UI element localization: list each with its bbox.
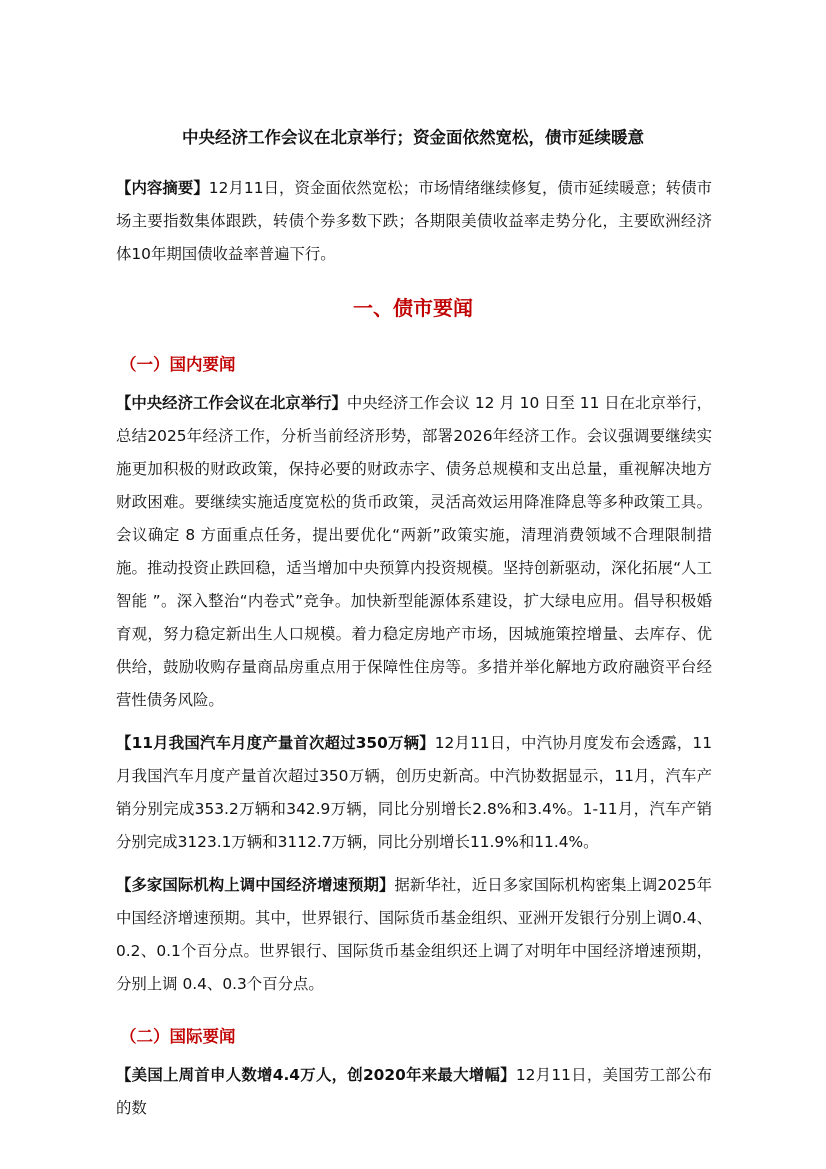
news-item	[116, 387, 712, 717]
news-item-label: 【美国上周首申人数增4.4万人，创2020年来最大增幅】	[116, 1066, 516, 1084]
news-item	[116, 1059, 712, 1125]
summary-label: 【内容摘要】	[116, 179, 209, 197]
news-item-text: 中央经济工作会议 12 月 10 日至 11 日在北京举行，总结2025年经济工作，分析当前经济形势，部署2026年经济工作。会议强调要继续实施更加积极的财政政策，保持必要的财政赤字、债务总规模和支出总量，重视解决地方财政困难。要继续实施适度宽松的货币政策，灵活高效运用降准降息等多种政策工具。会议确定 8 方面重点任务，提出要优化“两新”政策实施，清理消费领域不合理限制措施。推动投资止跌回稳，适当增加中央预算内投资规模。坚持创新驱动，深化拓展“人工智能 ”。深入整治“内卷式”竞争。加快新型能源体系建设，扩大绿电应用。倡导积极婚育观，努力稳定新出生人口规模。着力稳定房地产市场，因城施策控增量、去库存、优供给，鼓励收购存量商品房重点用于保障性住房等。多措并举化解地方政府融资平台经营性债务风险。	[116, 394, 713, 709]
subsection-heading-domestic: （一）国内要闻	[120, 355, 236, 374]
news-item	[116, 869, 712, 1001]
news-item	[116, 727, 712, 859]
summary-text: 12月11日，资金面依然宽松；市场情绪继续修复，债市延续暖意；转债市场主要指数集体跟跌，转债个券多数下跌；各期限美债收益率走势分化，主要欧洲经济体10年期国债收益率普遍下行。	[116, 179, 712, 263]
summary-paragraph	[116, 172, 712, 271]
section-heading-bond-news: 一、债市要闻	[353, 296, 473, 320]
news-item-text: 12月11日，中汽协月度发布会透露，11月我国汽车月度产量首次超过350万辆，创历史新高。中汽协数据显示，11月，汽车产销分别完成353.2万辆和342.9万辆，同比分别增长2.8%和3.4%。1-11月，汽车产销分别完成3123.1万辆和3112.7万辆，同比分别增长11.9%和11.4%。	[116, 734, 712, 851]
news-item-text: 据新华社，近日多家国际机构密集上调2025年中国经济增速预期。其中，世界银行、国际货币基金组织、亚洲开发银行分别上调0.4、0.2、0.1个百分点。世界银行、国际货币基金组织还上调了对明年中国经济增速预期，分别上调 0.4、0.3个百分点。	[116, 876, 712, 993]
news-item-label: 【中央经济工作会议在北京举行】	[116, 394, 347, 412]
document-title: 中央经济工作会议在北京举行；资金面依然宽松，债市延续暖意	[182, 128, 644, 147]
news-item-label: 【11月我国汽车月度产量首次超过350万辆】	[116, 734, 435, 752]
news-item-label: 【多家国际机构上调中国经济增速预期】	[116, 876, 395, 894]
news-item-text: 12月11日，美国劳工部公布的数	[116, 1066, 712, 1117]
subsection-heading-international: （二）国际要闻	[120, 1027, 236, 1046]
